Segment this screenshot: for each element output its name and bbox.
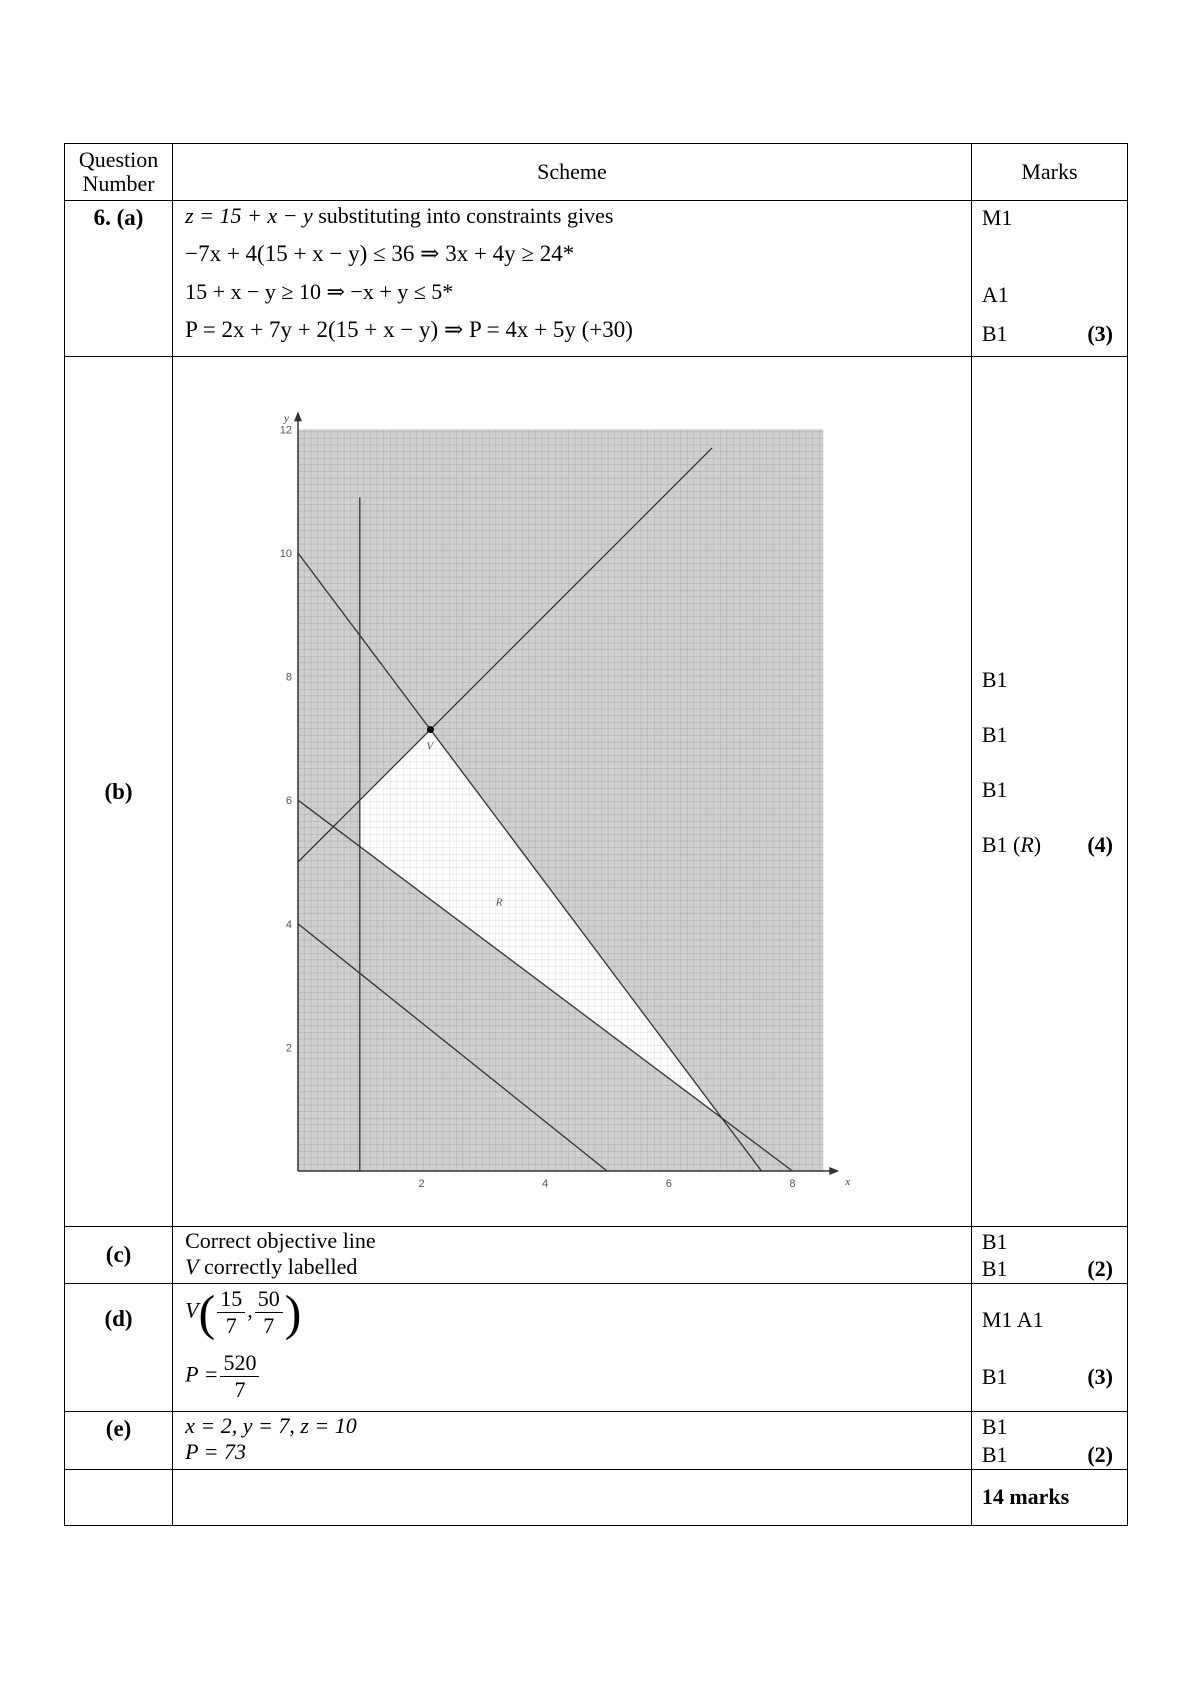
part-b-mark-r: B1 (R) xyxy=(981,832,1042,857)
part-d-vertex: V( $\frac{15}{7}$ , $\frac{50}{7}$ ) xyxy=(185,1284,302,1341)
x-axis-arrow xyxy=(829,1167,839,1175)
part-d-profit: P = $\frac{520}{7}$ xyxy=(185,1350,971,1403)
x-tick-8: 8 xyxy=(789,1178,796,1190)
header-scheme: Scheme xyxy=(173,144,972,201)
part-c-line-1: Correct objective line xyxy=(185,1228,376,1253)
header-marks: Marks xyxy=(971,144,1127,201)
vertex-v xyxy=(427,726,434,733)
part-e-marks: B1 B1 (2) xyxy=(971,1412,1127,1470)
part-a-line-3: 15 + x − y ≥ 10 ⇒ −x + y ≤ 5* xyxy=(185,279,454,304)
header-question-number: Question Number xyxy=(65,144,173,201)
part-e-scheme xyxy=(173,1412,972,1470)
feasible-region-graph xyxy=(258,359,878,1209)
x-tick-6: 6 xyxy=(665,1178,672,1190)
total-row-empty-2 xyxy=(173,1470,972,1526)
part-b-marks: B1 B1 B1 B1 (R) (4) xyxy=(971,357,1127,1227)
vertex-label: V xyxy=(426,740,434,753)
part-a-label: 6. (a) xyxy=(65,201,173,357)
total-row-empty-1 xyxy=(65,1470,173,1526)
part-a-line-2: −7x + 4(15 + x − y) ≤ 36 ⇒ 3x + 4y ≥ 24* xyxy=(185,241,575,266)
y-tick-12: 12 xyxy=(279,424,293,437)
y-tick-8: 8 xyxy=(285,671,293,684)
part-a-line-1: z = 15 + x − y substituting into constraints gives xyxy=(185,203,614,228)
y-tick-10: 10 xyxy=(279,548,293,560)
total-marks: 14 marks xyxy=(971,1470,1127,1526)
region-label: R xyxy=(495,896,503,909)
part-e-label: (e) xyxy=(65,1412,173,1470)
part-c-scheme xyxy=(173,1227,972,1284)
part-a-marks: M1 A1 B1 (3) xyxy=(971,201,1127,357)
x-tick-2: 2 xyxy=(418,1178,425,1190)
part-c-marks: B1 B1 (2) xyxy=(971,1227,1127,1284)
part-a-line-4: P = 2x + 7y + 2(15 + x − y) ⇒ P = 4x + 5y (+30) xyxy=(185,317,633,342)
x-tick-4: 4 xyxy=(542,1178,549,1190)
y-tick-6: 6 xyxy=(285,795,293,808)
y-axis-arrow xyxy=(294,411,302,421)
part-d-marks: M1 A1 B1 (3) xyxy=(971,1284,1127,1412)
part-e-line-2: P = 73 xyxy=(185,1439,246,1464)
y-axis-label: y xyxy=(284,412,289,425)
y-tick-2: 2 xyxy=(285,1042,293,1055)
y-tick-4: 4 xyxy=(285,918,293,931)
part-c-line-2: V correctly labelled xyxy=(185,1254,358,1279)
part-e-line-1: x = 2, y = 7, z = 10 xyxy=(185,1413,357,1438)
mark-scheme-table xyxy=(64,143,1128,1526)
part-d-scheme xyxy=(173,1284,972,1412)
part-b-label: (b) xyxy=(65,357,173,1227)
part-a-scheme xyxy=(173,201,972,357)
part-c-label: (c) xyxy=(65,1227,173,1284)
x-axis-label: x xyxy=(845,1176,851,1188)
part-d-label: (d) xyxy=(65,1284,173,1412)
part-b-graph-cell xyxy=(173,357,972,1227)
